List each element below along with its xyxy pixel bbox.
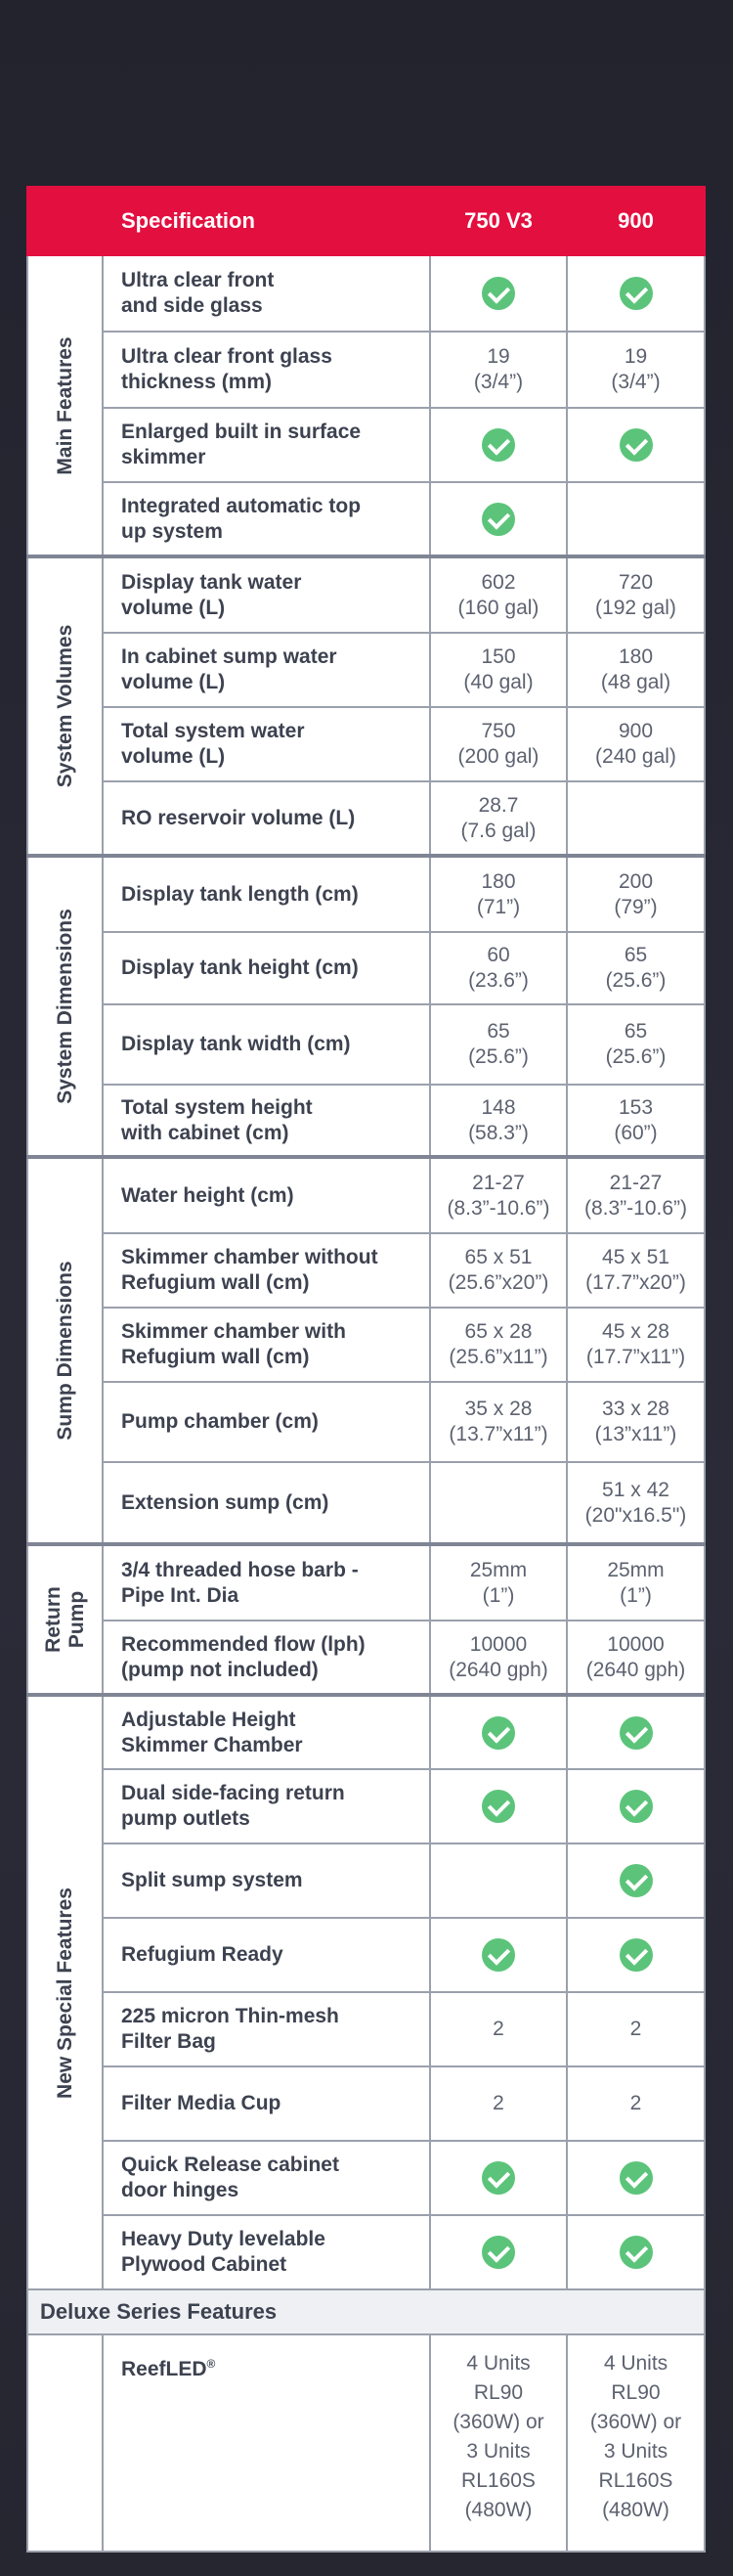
table-row (27, 1544, 705, 1621)
group-label-return-pump: Return Pump (41, 1586, 88, 1653)
group-label-new-special-features: New Special Features (53, 1887, 76, 2099)
value-900: 900 (240 gal) (567, 707, 705, 781)
value-900: 45 x 28 (17.7”x11”) (567, 1308, 705, 1382)
value-750v3: 750 (200 gal) (430, 707, 567, 781)
check-icon (482, 2161, 515, 2195)
value-750v3: 21-27 (8.3”-10.6”) (430, 1157, 567, 1233)
table-row (27, 1992, 705, 2066)
check-icon (482, 277, 515, 310)
value-900 (567, 2215, 705, 2289)
value-750v3: 65 (25.6”) (430, 1004, 567, 1085)
value-750v3: 2 (430, 2066, 567, 2141)
value-900 (567, 1918, 705, 1992)
group-label-main-features: Main Features (53, 335, 76, 475)
feature-label: Water height (cm) (103, 1157, 430, 1233)
feature-label: 3/4 threaded hose barb - Pipe Int. Dia (103, 1544, 430, 1621)
table-row (27, 2215, 705, 2289)
feature-label: 225 micron Thin-mesh Filter Bag (103, 1992, 430, 2066)
group-return-pump (27, 1544, 103, 1695)
value-750v3: 10000 (2640 gph) (430, 1621, 567, 1695)
check-icon (482, 428, 515, 462)
group-label-system-dimensions: System Dimensions (53, 909, 76, 1104)
specification-table (26, 186, 706, 2553)
feature-label: Display tank length (cm) (103, 856, 430, 932)
value-750v3: 25mm (1”) (430, 1544, 567, 1621)
value-750v3 (430, 1695, 567, 1769)
value-750v3: 60 (23.6”) (430, 932, 567, 1004)
value-900: 153 (60”) (567, 1085, 705, 1157)
value-900: 200 (79”) (567, 856, 705, 932)
feature-label: Filter Media Cup (103, 2066, 430, 2141)
feature-label: Ultra clear front and side glass (103, 255, 430, 332)
feature-label: In cabinet sump water volume (L) (103, 633, 430, 707)
header-specification: Specification (103, 187, 430, 255)
table-row (27, 408, 705, 482)
group-label-sump-dimensions: Sump Dimensions (53, 1261, 76, 1441)
feature-label: Pump chamber (cm) (103, 1382, 430, 1462)
table-row (27, 482, 705, 556)
table-row (27, 1004, 705, 1085)
header-blank-cell (27, 187, 103, 255)
group-system-volumes (27, 556, 103, 856)
check-icon (620, 1864, 653, 1897)
check-icon (620, 1716, 653, 1750)
value-750v3: 150 (40 gal) (430, 633, 567, 707)
value-750v3 (430, 255, 567, 332)
value-750v3: 65 x 51 (25.6”x20”) (430, 1233, 567, 1308)
value-900: 65 (25.6”) (567, 932, 705, 1004)
table-row (27, 2066, 705, 2141)
value-750v3 (430, 1769, 567, 1843)
value-900 (567, 482, 705, 556)
value-900: 720 (192 gal) (567, 556, 705, 633)
feature-label: Display tank height (cm) (103, 932, 430, 1004)
value-750v3: 65 x 28 (25.6”x11”) (430, 1308, 567, 1382)
feature-label: Quick Release cabinet door hinges (103, 2141, 430, 2215)
value-750v3 (430, 1918, 567, 1992)
value-750v3: 2 (430, 1992, 567, 2066)
feature-label: Display tank water volume (L) (103, 556, 430, 633)
feature-label: Skimmer chamber with Refugium wall (cm) (103, 1308, 430, 1382)
table-row (27, 1769, 705, 1843)
table-row (27, 1382, 705, 1462)
value-750v3 (430, 2215, 567, 2289)
group-system-dimensions (27, 856, 103, 1157)
value-750v3: 4 Units RL90 (360W) or 3 Units RL160S (480W) (430, 2334, 567, 2552)
value-750v3: 28.7 (7.6 gal) (430, 781, 567, 856)
value-900 (567, 2141, 705, 2215)
group-main-features (27, 255, 103, 556)
table-row (27, 1157, 705, 1233)
table-row (27, 856, 705, 932)
table-row (27, 255, 705, 332)
check-icon (620, 2236, 653, 2269)
table-row (27, 2141, 705, 2215)
value-900 (567, 1769, 705, 1843)
table-row (27, 707, 705, 781)
value-750v3: 180 (71”) (430, 856, 567, 932)
check-icon (620, 1790, 653, 1823)
table-row (27, 1308, 705, 1382)
value-900: 45 x 51 (17.7”x20”) (567, 1233, 705, 1308)
table-row (27, 1085, 705, 1157)
table-row (27, 1621, 705, 1695)
value-900: 65 (25.6”) (567, 1004, 705, 1085)
value-900: 2 (567, 1992, 705, 2066)
check-icon (482, 1938, 515, 1972)
value-900: 180 (48 gal) (567, 633, 705, 707)
table-header-row (27, 187, 705, 255)
table-row (27, 1918, 705, 1992)
feature-label: Refugium Ready (103, 1918, 430, 1992)
value-900: 10000 (2640 gph) (567, 1621, 705, 1695)
group-label-system-volumes: System Volumes (53, 624, 76, 788)
feature-label: Adjustable Height Skimmer Chamber (103, 1695, 430, 1769)
deluxe-section-header (27, 2289, 705, 2334)
check-icon (482, 2236, 515, 2269)
value-900: 4 Units RL90 (360W) or 3 Units RL160S (480W) (567, 2334, 705, 2552)
deluxe-section-title: Deluxe Series Features (27, 2289, 705, 2334)
group-deluxe-blank (27, 2334, 103, 2552)
check-icon (482, 1790, 515, 1823)
feature-label: Heavy Duty levelable Plywood Cabinet (103, 2215, 430, 2289)
value-900: 33 x 28 (13”x11”) (567, 1382, 705, 1462)
value-900 (567, 408, 705, 482)
feature-label: Total system height with cabinet (cm) (103, 1085, 430, 1157)
group-new-special-features (27, 1695, 103, 2289)
value-750v3 (430, 1462, 567, 1544)
check-icon (620, 428, 653, 462)
feature-label: Split sump system (103, 1843, 430, 1918)
value-900: 21-27 (8.3”-10.6”) (567, 1157, 705, 1233)
table-row (27, 932, 705, 1004)
value-900: 19 (3/4”) (567, 332, 705, 408)
feature-label: Enlarged built in surface skimmer (103, 408, 430, 482)
table-row (27, 556, 705, 633)
value-750v3: 19 (3/4”) (430, 332, 567, 408)
value-900: 2 (567, 2066, 705, 2141)
group-sump-dimensions (27, 1157, 103, 1544)
table-row (27, 1462, 705, 1544)
table-row (27, 1695, 705, 1769)
feature-label: Recommended flow (lph) (pump not included) (103, 1621, 430, 1695)
value-750v3: 35 x 28 (13.7”x11”) (430, 1382, 567, 1462)
value-750v3 (430, 1843, 567, 1918)
check-icon (482, 1716, 515, 1750)
feature-label: Ultra clear front glass thickness (mm) (103, 332, 430, 408)
value-900 (567, 1695, 705, 1769)
value-750v3 (430, 2141, 567, 2215)
value-900 (567, 781, 705, 856)
check-icon (620, 2161, 653, 2195)
feature-label: Total system water volume (L) (103, 707, 430, 781)
table-row (27, 781, 705, 856)
value-900: 51 x 42 (20"x16.5") (567, 1462, 705, 1544)
table-row (27, 633, 705, 707)
feature-label: Extension sump (cm) (103, 1462, 430, 1544)
feature-label: RO reservoir volume (L) (103, 781, 430, 856)
value-900 (567, 1843, 705, 1918)
header-model-750-v3: 750 V3 (430, 187, 567, 255)
check-icon (620, 1938, 653, 1972)
value-750v3: 602 (160 gal) (430, 556, 567, 633)
value-900: 25mm (1”) (567, 1544, 705, 1621)
check-icon (620, 277, 653, 310)
feature-label: Integrated automatic top up system (103, 482, 430, 556)
value-750v3 (430, 482, 567, 556)
feature-label: Dual side-facing return pump outlets (103, 1769, 430, 1843)
feature-label: Skimmer chamber without Refugium wall (cm) (103, 1233, 430, 1308)
header-model-900: 900 (567, 187, 705, 255)
value-750v3: 148 (58.3”) (430, 1085, 567, 1157)
table-row (27, 332, 705, 408)
table-row (27, 1843, 705, 1918)
value-750v3 (430, 408, 567, 482)
table-row (27, 1233, 705, 1308)
feature-label-reefled: ReefLED® (103, 2334, 430, 2552)
check-icon (482, 503, 515, 536)
value-900 (567, 255, 705, 332)
feature-label: Display tank width (cm) (103, 1004, 430, 1085)
table-row (27, 2334, 705, 2552)
